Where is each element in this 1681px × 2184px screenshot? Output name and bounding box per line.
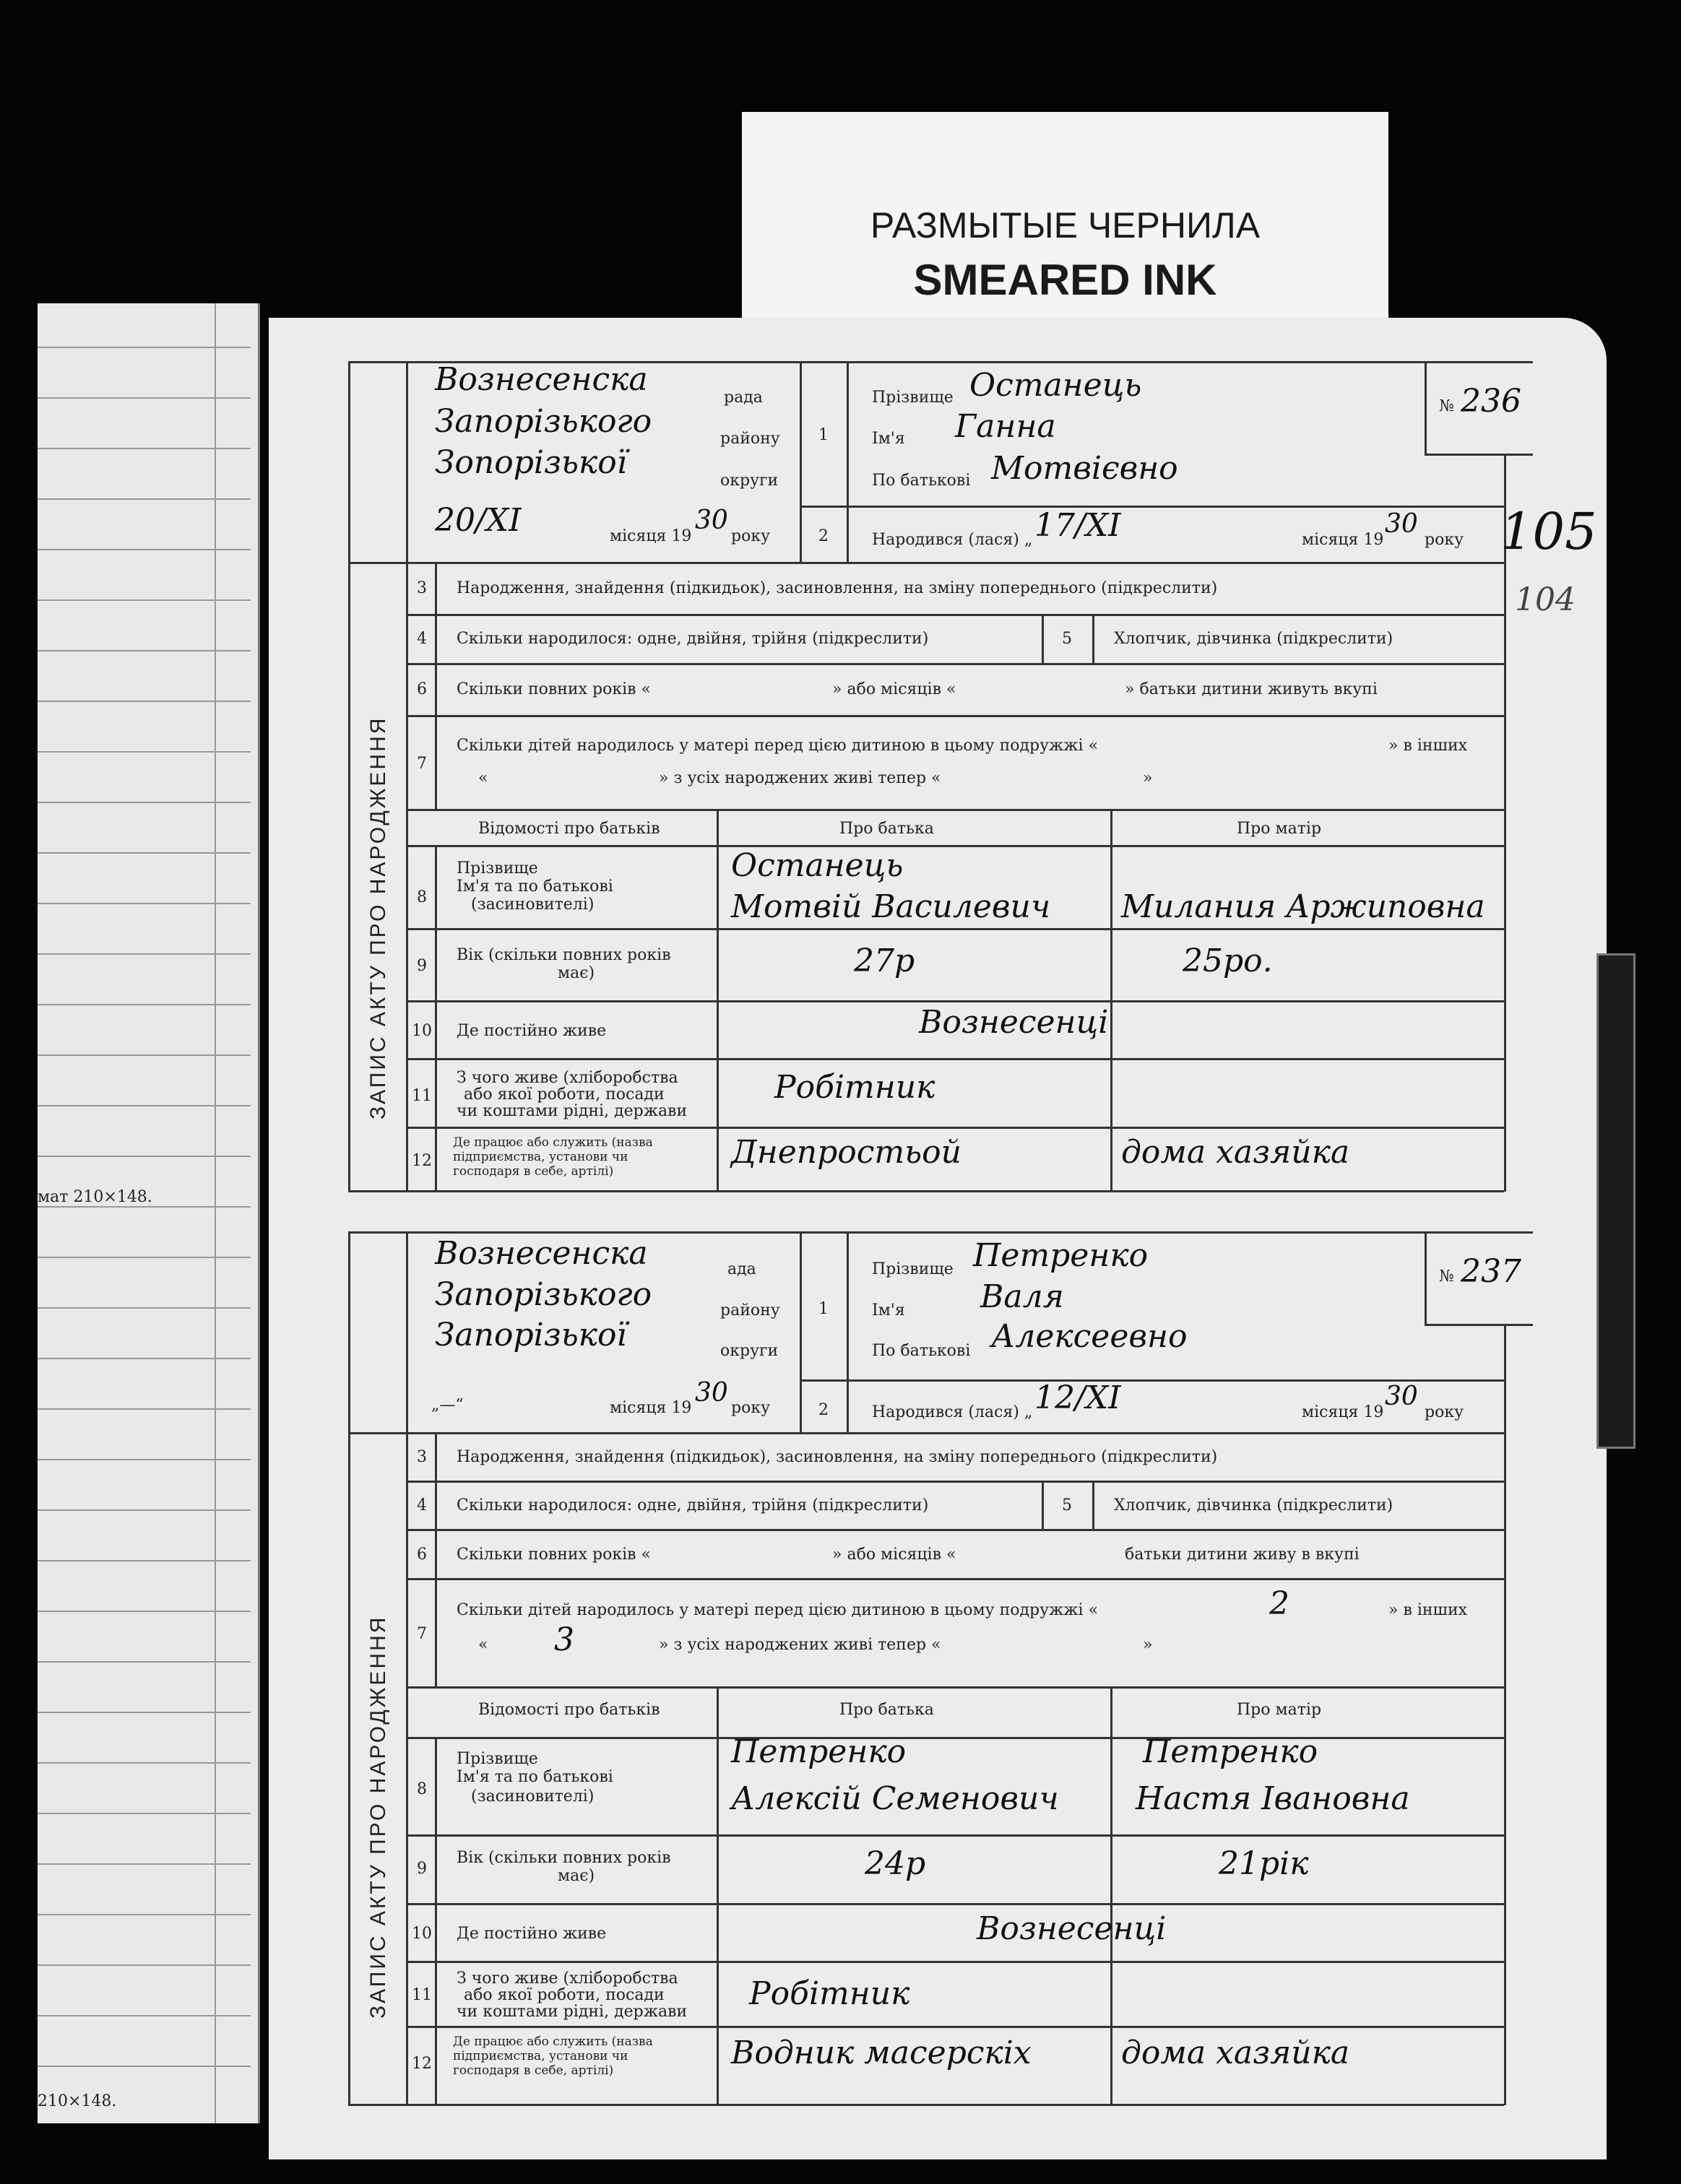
mother-work-2: дома хазяйка (1121, 2034, 1350, 2071)
row-num-5: 5 (1062, 630, 1072, 648)
born-label-2: Народився (лася) „ (872, 1403, 1033, 1421)
row2-num-1: 1 (818, 1300, 829, 1318)
month-label-2: місяця 19 (610, 1399, 692, 1417)
residence: Вознесенці (919, 1004, 1109, 1041)
surname-value-2: Петренко (973, 1237, 1149, 1274)
birth-date-value: 17/XI (1034, 507, 1121, 544)
row7b-2: » в інших (1388, 1601, 1468, 1619)
birth-record-1 (269, 318, 1641, 1192)
rayon-value: Запорізького (435, 403, 652, 440)
father-work: Днепростьой (731, 1134, 962, 1171)
rada-value-2: Вознесенска (435, 1235, 648, 1272)
rayon-label: району (720, 430, 780, 448)
birth-year-label-2: року (1425, 1403, 1464, 1421)
record-number: 236 (1461, 383, 1521, 420)
row-num-7: 7 (417, 755, 427, 773)
okruha-value-2: Запорізької (435, 1317, 627, 1353)
smeared-ink-label (742, 112, 1388, 318)
vertical-title-2: ЗАПИС АКТУ ПРО НАРОДЖЕННЯ (366, 1615, 390, 2019)
father-work-2: Водник масерскіх (731, 2034, 1032, 2071)
label-en: SMEARED INK (913, 256, 1217, 304)
h-maty-2: Про матір (1237, 1701, 1322, 1719)
row2-num-9: 9 (417, 1860, 427, 1878)
row-num-10: 10 (412, 1022, 432, 1040)
number-label: № (1439, 397, 1454, 415)
h-batko-2: Про батька (839, 1701, 934, 1719)
register-page (269, 318, 1607, 2159)
mother-name-2: Настя Івановна (1136, 1780, 1410, 1817)
birth-month-label: місяця 19 (1302, 531, 1384, 549)
reg-date-value: 20/XI (435, 502, 522, 539)
margin-note-1: 105 (1500, 502, 1597, 561)
row7d-2: » з усіх народжених живі тепер « (659, 1636, 941, 1654)
name-value-2: Валя (980, 1278, 1064, 1315)
row-num-11: 11 (412, 1087, 432, 1105)
r10-2: Де постійно живе (457, 1925, 607, 1943)
margin-note-2: 104 (1515, 581, 1576, 618)
mother-surname-2: Петренко (1143, 1733, 1318, 1770)
label-ru: РАЗМЫТЫЕ ЧЕРНИЛА (870, 205, 1261, 246)
surname-value: Останець (969, 367, 1142, 404)
okruha-label: округи (720, 472, 779, 490)
patronymic-label-2: По батькові (872, 1342, 971, 1360)
row7e: » (1143, 769, 1153, 787)
row3-text: Народження, знайдення (підкидьок), засиновлення, на зміну попереднього (підкреслити) (457, 579, 1218, 597)
birth-year-label: року (1425, 531, 1464, 549)
row-num-6: 6 (417, 680, 427, 698)
record-number-2: 237 (1461, 1253, 1521, 1290)
rada-label: рада (724, 389, 763, 407)
patronymic-value: Мотвієвно (991, 450, 1178, 487)
rada-label-2: ада (727, 1260, 756, 1278)
row6c-2: батьки дитини живу в вкупі (1125, 1546, 1360, 1564)
father-name: Мотвій Василевич (731, 888, 1051, 925)
birth-date-value-2: 12/XI (1034, 1379, 1121, 1416)
r12a-2: Де працює або служить (назва (453, 2034, 653, 2049)
r12b: підприємства, установи чи (453, 1150, 628, 1164)
row-num-4: 4 (417, 630, 427, 648)
row-num-9: 9 (417, 957, 427, 975)
reg-date-blank-2: „—“ (431, 1396, 464, 1414)
r11b-2: або якої роботи, посади (464, 1986, 665, 2004)
row2-num-7: 7 (417, 1625, 427, 1643)
year-label-2: року (731, 1399, 771, 1417)
surname-label: Прізвище (872, 389, 954, 407)
father-name-2: Алексій Семенович (731, 1780, 1059, 1817)
row-num-1: 1 (818, 426, 829, 444)
row5-text: Хлопчик, дівчинка (підкреслити) (1114, 630, 1393, 648)
row5-text-2: Хлопчик, дівчинка (підкреслити) (1114, 1496, 1393, 1514)
row4-text: Скільки народилося: одне, двійня, трійня (підкреслити) (457, 630, 929, 648)
r8b-2: Ім'я та по батькові (457, 1768, 613, 1786)
mother-work: дома хазяйка (1121, 1134, 1350, 1171)
okruha-value: Зопорізької (435, 444, 627, 481)
r8c: (засиновителі) (471, 896, 595, 914)
h-maty: Про матір (1237, 820, 1322, 838)
row6a: Скільки повних років « (457, 680, 651, 698)
r11b: або якої роботи, посади (464, 1086, 665, 1104)
row2-num-4: 4 (417, 1496, 427, 1514)
name-value: Ганна (955, 408, 1056, 445)
r8a: Прізвище (457, 859, 538, 878)
row6b: » або місяців « (832, 680, 956, 698)
patronymic-label: По батькові (872, 472, 971, 490)
residence-2: Вознесенці (977, 1910, 1167, 1947)
surname-label-2: Прізвище (872, 1260, 954, 1278)
row7a: Скільки дітей народилось у матері перед цією дитиною в цьому подружжі « (457, 737, 1099, 755)
father-age: 27р (854, 942, 915, 979)
siblings-this-2: 2 (1269, 1585, 1289, 1622)
r11a: З чого живе (хліборобства (457, 1069, 678, 1087)
rada-value: Вознесенска (435, 361, 648, 398)
row4-text-2: Скільки народилося: одне, двійня, трійня (підкреслити) (457, 1496, 929, 1514)
left-page (38, 303, 260, 2123)
okruha-label-2: округи (720, 1342, 779, 1360)
r11a-2: З чого живе (хліборобства (457, 1970, 678, 1988)
row2-num-12: 12 (412, 2055, 432, 2073)
row3-text-2: Народження, знайдення (підкидьок), засиновлення, на зміну попереднього (підкреслити) (457, 1448, 1218, 1466)
row2-num-8: 8 (417, 1780, 427, 1798)
birth-year-value-2: 30 (1385, 1382, 1418, 1411)
r9a-2: Вік (скільки повних років (457, 1849, 671, 1867)
r8b: Ім'я та по батькові (457, 878, 613, 896)
r9b-2: має) (558, 1867, 595, 1885)
number-label-2: № (1439, 1268, 1454, 1286)
r11c-2: чи коштами рідні, держави (457, 2003, 688, 2021)
row2-num-11: 11 (412, 1986, 432, 2004)
father-living: Робітник (774, 1069, 935, 1106)
patronymic-value-2: Алексеевно (991, 1318, 1188, 1355)
row7e-2: » (1143, 1636, 1153, 1654)
r9a: Вік (скільки повних років (457, 946, 671, 964)
format-note-bottom: 210×148. (38, 2092, 117, 2110)
h-batko: Про батька (839, 820, 934, 838)
father-surname: Останець (731, 847, 904, 884)
row7c: « (478, 769, 488, 787)
reg-year-value: 30 (695, 506, 728, 535)
r12c-2: господаря в себе, артілі) (453, 2063, 614, 2078)
mother-age-2: 21рік (1219, 1845, 1309, 1882)
rayon-label-2: району (720, 1301, 780, 1320)
rayon-value-2: Запорізького (435, 1276, 652, 1313)
row6c: » батьки дитини живуть вкупі (1125, 680, 1378, 698)
mother-name: Милания Аржиповна (1121, 888, 1485, 925)
row-num-8: 8 (417, 888, 427, 906)
row-num-2: 2 (818, 527, 829, 545)
row-num-12: 12 (412, 1152, 432, 1170)
r10: Де постійно живе (457, 1022, 607, 1040)
row7a-2: Скільки дітей народилось у матері перед цією дитиною в цьому подружжі « (457, 1601, 1099, 1619)
birth-year-value: 30 (1385, 509, 1418, 539)
row7d: » з усіх народжених живі тепер « (659, 769, 941, 787)
row2-num-2: 2 (818, 1401, 829, 1419)
row6a-2: Скільки повних років « (457, 1546, 651, 1564)
month-label: місяця 19 (610, 527, 692, 545)
birth-month-label-2: місяця 19 (1302, 1403, 1384, 1421)
r11c: чи коштами рідні, держави (457, 1102, 688, 1120)
row-num-3: 3 (417, 579, 427, 597)
mother-age: 25ро. (1183, 942, 1273, 979)
r12c: господаря в себе, артілі) (453, 1164, 614, 1179)
row7b: » в інших (1388, 737, 1468, 755)
format-note-top: мат 210×148. (38, 1188, 152, 1206)
name-label-2: Ім'я (872, 1301, 905, 1320)
row6b-2: » або місяців « (832, 1546, 956, 1564)
r8c-2: (засиновителі) (471, 1788, 595, 1806)
father-surname-2: Петренко (731, 1733, 907, 1770)
row2-num-5: 5 (1062, 1496, 1072, 1514)
page-tab (1596, 953, 1635, 1449)
h-vidomosti-2: Відомості про батьків (478, 1701, 660, 1719)
row7c-2: « (478, 1636, 488, 1654)
birth-record-2 (269, 1231, 1641, 2105)
r12a: Де працює або служить (назва (453, 1135, 653, 1150)
r12b-2: підприємства, установи чи (453, 2049, 628, 2063)
year-label: року (731, 527, 771, 545)
name-label: Ім'я (872, 430, 905, 448)
r8a-2: Прізвище (457, 1750, 538, 1768)
born-label: Народився (лася) „ (872, 531, 1033, 549)
father-living-2: Робітник (749, 1975, 910, 2012)
row2-num-6: 6 (417, 1546, 427, 1564)
vertical-title: ЗАПИС АКТУ ПРО НАРОДЖЕННЯ (366, 716, 390, 1119)
reg-year-value-2: 30 (695, 1378, 728, 1408)
row2-num-10: 10 (412, 1925, 432, 1943)
row2-num-3: 3 (417, 1448, 427, 1466)
siblings-other-2: 3 (554, 1621, 574, 1658)
father-age-2: 24р (865, 1845, 926, 1882)
r9b: має) (558, 964, 595, 982)
h-vidomosti: Відомості про батьків (478, 820, 660, 838)
